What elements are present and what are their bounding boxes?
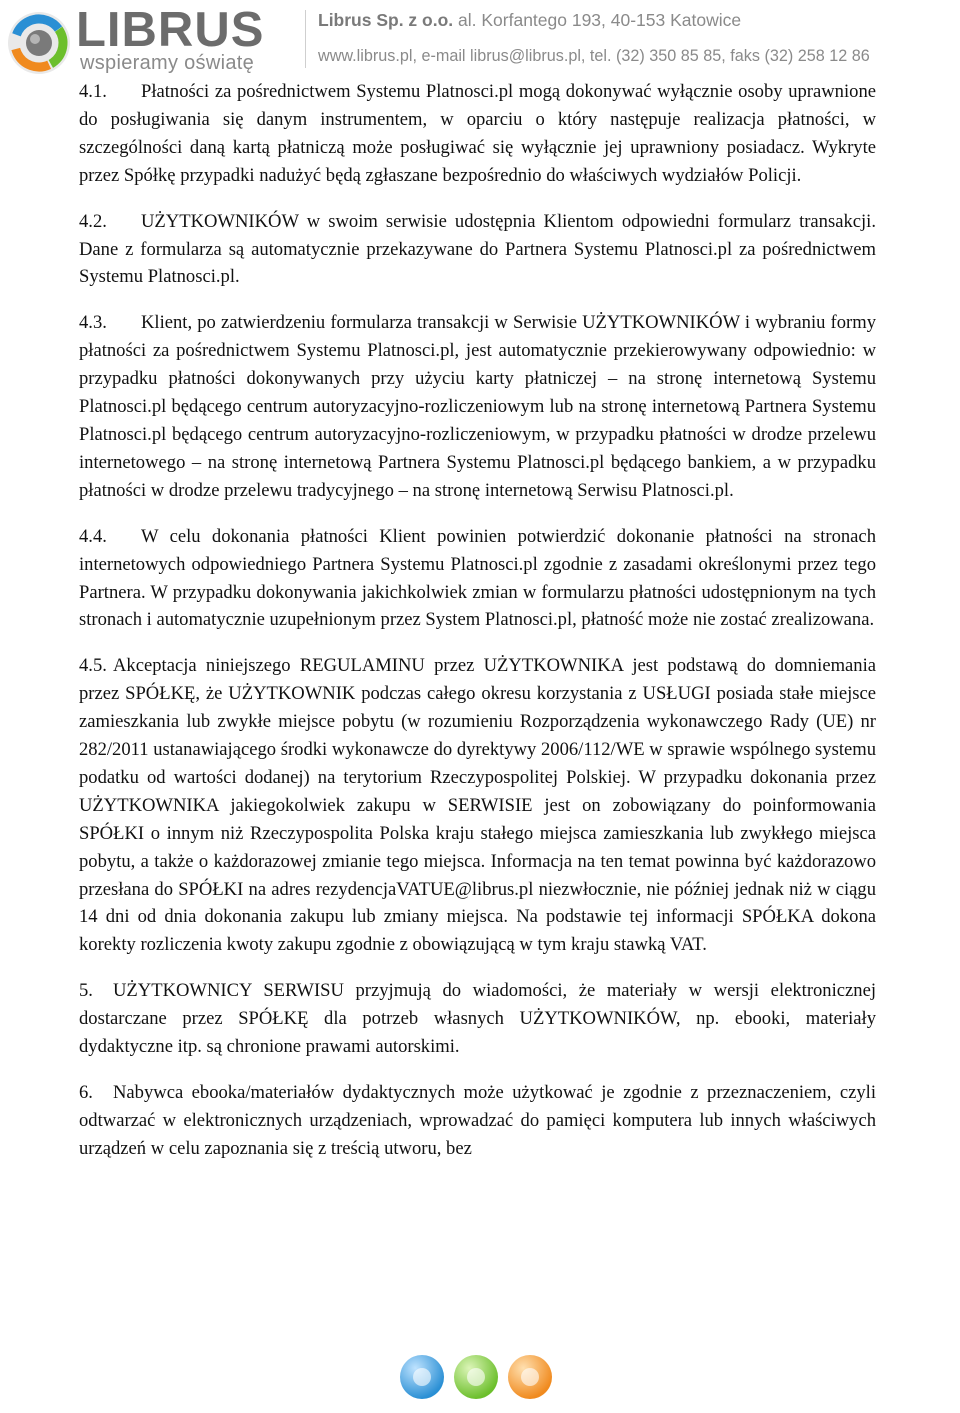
section-text: Nabywca ebooka/materiałów dydaktycznych może użytkować je zgodnie z przeznaczeniem, czyli odtwarzać w elektronicznych urządzeniach, wprowadzać do pamięci komputera lub innych właściwych urządzeń w celu zapoznania się z treścią utworu, bez — [79, 1082, 876, 1159]
librus-logo — [6, 3, 306, 76]
section-text: Płatności za pośrednictwem Systemu Platnosci.pl mogą dokonywać wyłącznie osoby uprawnione do posługiwania się danym instrumentem, w oparciu o który następuje realizacja płatności, w szczególności daną kartą płatniczą może posługiwać się wyłącznie jej uprawniony posiadacz. Wykryte przez Spółkę przypadki nadużyć będą zgłaszane bezpośrednio do właściwych wydziałów Policji. — [79, 81, 876, 186]
orange-circle-icon — [508, 1355, 552, 1399]
section-number: 5. — [79, 980, 93, 1002]
logo-wordmark: LIBRUS — [76, 3, 265, 57]
section-text: UŻYTKOWNICY SERWISU przyjmują do wiadomości, że materiały w wersji elektronicznej dostarczane przez SPÓŁKĘ dla potrzeb własnych UŻYTKOWNIKÓW, np. ebooki, materiały dydaktyczne itp. są chronione prawami autorskimi. — [79, 980, 876, 1058]
section-4-4 — [79, 523, 876, 635]
librus-logo-mark-icon — [6, 10, 72, 76]
letterhead — [0, 0, 960, 78]
section-number: 4.1. — [79, 81, 107, 102]
section-number: 4.5. — [79, 655, 107, 677]
green-circle-icon — [454, 1355, 498, 1399]
company-address: al. Korfantego 193, 40-153 Katowice — [458, 10, 742, 30]
company-line — [318, 9, 741, 31]
section-text: Akceptacja niniejszego REGULAMINU przez UŻYTKOWNIKA jest podstawą do domniemania przez SPÓŁKĘ, że UŻYTKOWNIK podczas całego okresu korzystania z USŁUGI posiada stałe miejsce zamieszkania lub zwykłe miejsce pobytu (w rozumieniu Rozporządzenia wykonawczego Rady (UE) nr 282/2011 ustanawiającego środki wykonawcze do dyrektywy 2006/112/WE w sprawie wspólnego systemu podatku od wartości dodanej) na terytorium Rzeczypospolitej Polskiej. W przypadku dokonania przez UŻYTKOWNIKA jakiegokolwiek zakupu w SERWISIE jest on zobowiązany do poinformowania SPÓŁKI o innym niż Rzeczypospolita Polska kraju stałego miejsca zamieszkania lub zwykłego miejsca pobytu, a także o każdorazowej zmianie tego miejsca. Informacja na ten temat powinna być każdorazowo przesłana do SPÓŁKI na adres rezydencjaVATUE@librus.pl niezwłocznie, nie później jednak niż w ciągu 14 dni od dnia dokonania zakupu lub zmiany miejsca. Na podstawie tej informacji SPÓŁKA dokona korekty rozliczenia kwoty zakupu zgodnie z obowiązującą w tym kraju stawką VAT. — [79, 655, 876, 956]
section-number: 4.2. — [79, 210, 107, 232]
blue-circle-icon — [400, 1355, 444, 1399]
section-text: UŻYTKOWNIKÓW w swoim serwisie udostępnia Klientom odpowiedni formularz transakcji. Dane z formularza są automatycznie przekazywane do Partnera Systemu Platnosci.pl za pośrednictwem Systemu Platnosci.pl. — [79, 210, 876, 288]
section-text: W celu dokonania płatności Klient powinien potwierdzić dokonanie płatności na stronach internetowych odpowiedniego Partnera Systemu Platnosci.pl zgodnie z zasadami określonymi przez tego Partnera. W przypadku dokonywania jakichkolwiek zmian w formularzu płatności udostępnionym na tych stronach i automatycznie uzupełnionym przez System Platnosci.pl, płatność może nie zostać zrealizowana. — [79, 525, 876, 631]
section-number: 4.3. — [79, 312, 107, 334]
company-name: Librus Sp. z o.o. — [318, 10, 454, 30]
section-text: Klient, po zatwierdzeniu formularza transakcji w Serwisie UŻYTKOWNIKÓW i wybraniu formy płatności za pośrednictwem Systemu Platnosci.pl, jest automatycznie przekierowywany odpowiednio: w przypadku płatności dokonywanych przy użyciu karty płatniczej – na stronę internetową Systemu Platnosci.pl będącego centrum autoryzacyjno-rozliczeniowym lub na stronę internetową Partnera Systemu Platnosci.pl będącego centrum autoryzacyjno-rozliczeniowym, w przypadku płatności w drodze przelewu internetowego – na stronę internetową Partnera Systemu Platnosci.pl będącego bankiem, a w przypadku płatności w drodze przelewu tradycyjnego – na stronę internetową Serwisu Platnosci.pl. — [79, 312, 876, 501]
section-4-5 — [79, 652, 876, 959]
section-4-1 — [79, 78, 876, 190]
section-5 — [79, 977, 876, 1061]
footer-decoration — [398, 1352, 558, 1402]
section-number: 6. — [79, 1082, 93, 1103]
section-4-3 — [79, 309, 876, 504]
contact-line: www.librus.pl, e-mail librus@librus.pl, tel. (32) 350 85 85, faks (32) 258 12 86 — [318, 47, 870, 65]
section-4-2 — [79, 208, 876, 292]
section-number: 4.4. — [79, 525, 107, 547]
logo-slogan: wspieramy oświatę — [80, 52, 255, 74]
section-6 — [79, 1079, 876, 1163]
document-body — [79, 78, 876, 1181]
header-divider — [305, 10, 306, 68]
